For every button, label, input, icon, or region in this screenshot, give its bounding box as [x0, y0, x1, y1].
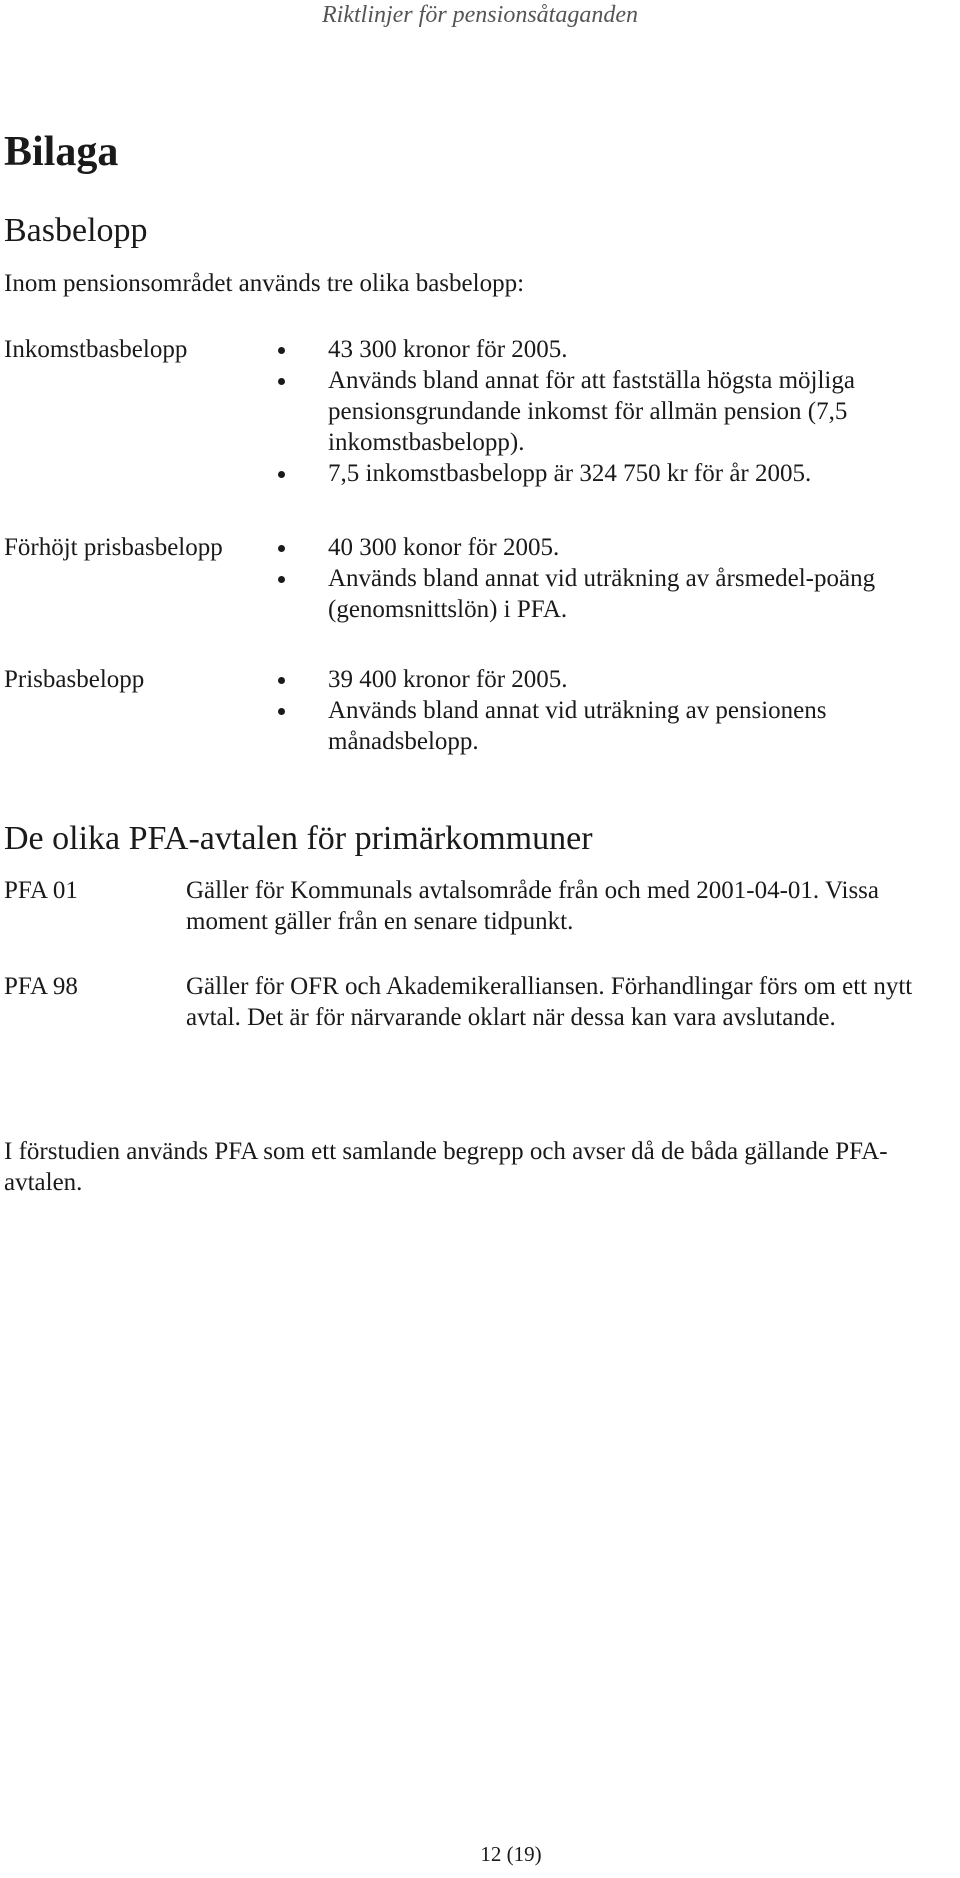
list-item-text: 40 300 konor för 2005. [328, 534, 560, 561]
list-item-text: Används bland annat vid uträkning av pensionens månadsbelopp. [328, 697, 827, 755]
pfa-label: PFA 01 [4, 877, 78, 904]
label-forhojt-prisbasbelopp: Förhöjt prisbasbelopp [4, 534, 223, 561]
bullet-list-forhojt-prisbasbelopp [278, 532, 918, 625]
list-item-text: Används bland annat för att fastställa högsta möjliga pensionsgrundande inkomst för allmän pension (7,5 inkomstbasbelopp). [328, 367, 855, 456]
bullet-icon [278, 576, 285, 583]
bullet-icon [278, 471, 285, 478]
running-header: Riktlinjer för pensionsåtaganden [322, 2, 638, 28]
pfa-label: PFA 98 [4, 973, 78, 1000]
section-heading-pfa: De olika PFA-avtalen för primärkommuner [4, 820, 593, 857]
list-item [278, 664, 918, 695]
label-prisbasbelopp: Prisbasbelopp [4, 666, 145, 693]
list-item [278, 563, 918, 625]
closing-paragraph: I förstudien används PFA som ett samlande begrepp och avser då de båda gällande PFA-avtalen. [4, 1138, 888, 1196]
bullet-list-inkomstbasbelopp [278, 334, 918, 489]
list-item [278, 695, 918, 757]
pfa-description: Gäller för Kommunals avtalsområde från och med 2001-04-01. Vissa moment gäller från en senare tidpunkt. [186, 877, 879, 935]
list-item-text: Används bland annat vid uträkning av årsmedel-poäng (genomsnittslön) i PFA. [328, 565, 876, 623]
bullet-list-prisbasbelopp [278, 664, 918, 757]
list-item [278, 458, 918, 489]
list-item-text: 7,5 inkomstbasbelopp är 324 750 kr för år 2005. [328, 460, 812, 487]
list-item [278, 365, 918, 458]
list-item [278, 532, 918, 563]
basbelopp-intro: Inom pensionsområdet används tre olika basbelopp: [4, 270, 525, 297]
bullet-icon [278, 677, 285, 684]
list-item [278, 334, 918, 365]
pfa-description: Gäller för OFR och Akademikeralliansen. Förhandlingar förs om ett nytt avtal. Det är för närvarande oklart när dessa kan vara avslutande. [186, 973, 913, 1031]
bullet-icon [278, 545, 285, 552]
label-inkomstbasbelopp: Inkomstbasbelopp [4, 336, 188, 363]
page-number: 12 (19) [480, 1842, 542, 1866]
bullet-icon [278, 378, 285, 385]
bullet-icon [278, 708, 285, 715]
page-title: Bilaga [4, 129, 119, 175]
section-heading-basbelopp: Basbelopp [4, 212, 148, 249]
list-item-text: 39 400 kronor för 2005. [328, 666, 568, 693]
list-item-text: 43 300 kronor för 2005. [328, 336, 568, 363]
bullet-icon [278, 347, 285, 354]
